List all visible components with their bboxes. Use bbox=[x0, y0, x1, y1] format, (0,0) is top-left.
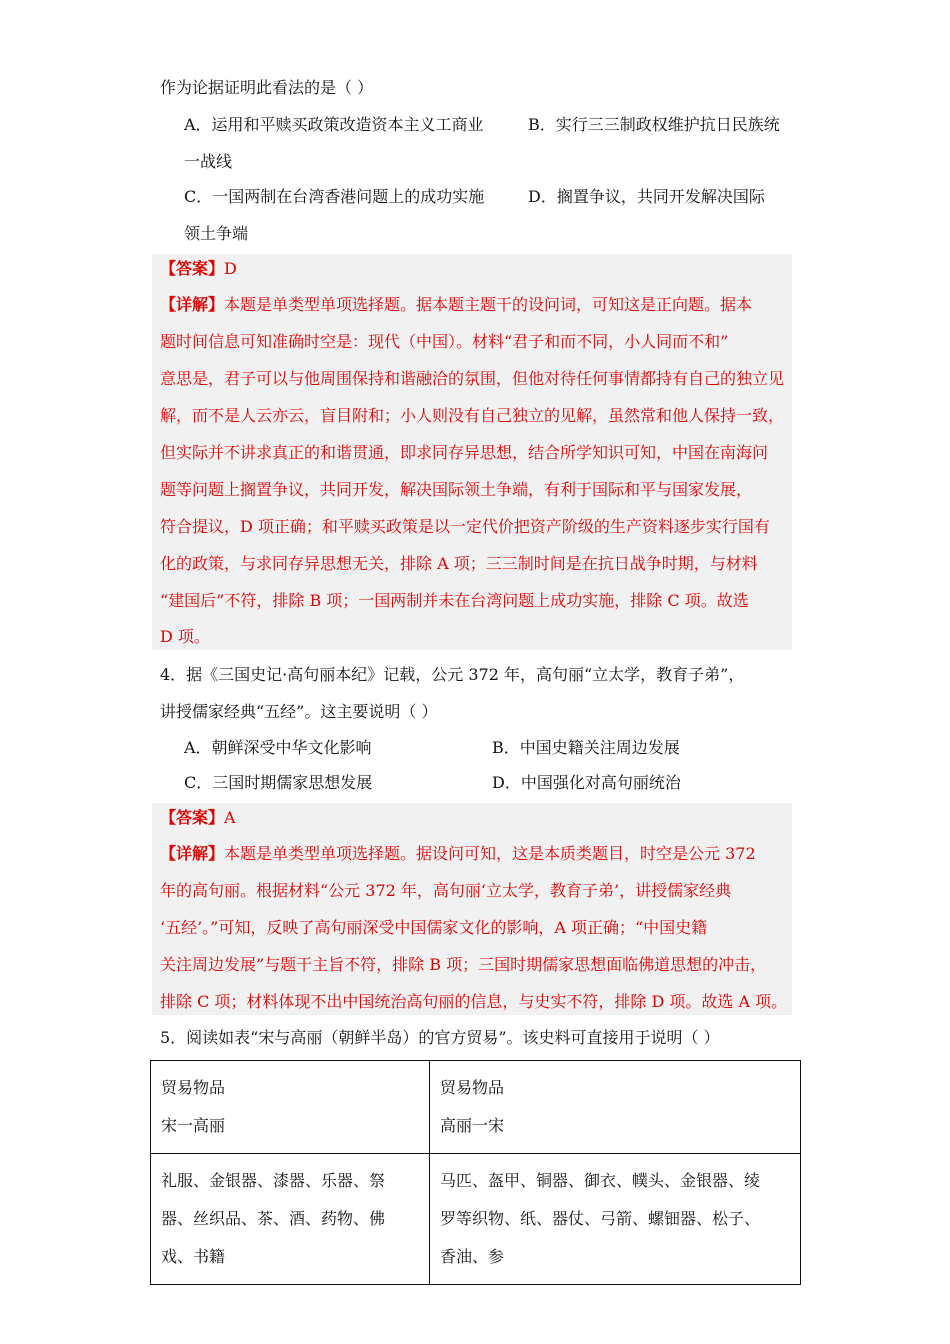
detail-text: 排除 C 项；材料体现不出中国统治高句丽的信息，与史实不符，排除 D 项。故选 A 项。 bbox=[160, 992, 788, 1011]
detail-text: 符合提议，D 项正确；和平赎买政策是以一定代价把资产阶级的生产资料逐步实行国有 bbox=[160, 517, 770, 536]
cell-text: 礼服、金银器、漆器、乐器、祭 bbox=[161, 1171, 386, 1190]
answer-label: 【答案】 bbox=[160, 808, 225, 827]
detail-text: 但实际并不讲求真正的和谐贯通，即求同存异思想，结合所学知识可知，中国在南海问 bbox=[160, 443, 769, 462]
q3-option-d-continued: 领土争端 bbox=[184, 224, 249, 243]
detail-text: 题时间信息可知准确时空是：现代（中国）。材料“君子和而不同，小人同而不和” bbox=[160, 332, 729, 351]
cell-text: 戏、书籍 bbox=[161, 1247, 226, 1266]
q4-stem-line-2: 讲授儒家经典“五经”。这主要说明（ ） bbox=[160, 702, 438, 721]
q3-detail-line bbox=[160, 294, 752, 316]
detail-label: 【详解】 bbox=[160, 295, 225, 314]
header-direction: 高丽一宋 bbox=[440, 1116, 505, 1135]
q4-option-c: C．三国时期儒家思想发展 bbox=[184, 773, 373, 792]
detail-text: 本题是单类型单项选择题。据设问可知，这是本质类题目，时空是公元 372 bbox=[224, 844, 756, 863]
q4-stem-line-1: 4．据《三国史记·高句丽本纪》记载，公元 372 年，高句丽“立太学，教育子弟”， bbox=[160, 665, 745, 684]
detail-text: 解，而不是人云亦云，盲目附和；小人则没有自己独立的见解，虽然常和他人保持一致， bbox=[160, 406, 785, 425]
cell-text: 马匹、盔甲、铜器、御衣、幞头、金银器、绫 bbox=[440, 1171, 761, 1190]
q4-answer-line bbox=[160, 807, 236, 829]
header-label: 贸易物品 bbox=[440, 1078, 505, 1097]
table-header-song-to-goryeo bbox=[151, 1061, 430, 1154]
q3-option-d: D．搁置争议，共同开发解决国际 bbox=[528, 187, 765, 206]
cell-text: 器、丝织品、茶、酒、药物、佛 bbox=[161, 1209, 386, 1228]
cell-text: 罗等织物、纸、器仗、弓箭、螺钿器、松子、 bbox=[440, 1209, 761, 1228]
q3-option-c: C．一国两制在台湾香港问题上的成功实施 bbox=[184, 187, 485, 206]
q3-option-a: A．运用和平赎买政策改造资本主义工商业 bbox=[184, 115, 484, 134]
q4-detail-line bbox=[160, 843, 756, 865]
answer-value: A bbox=[224, 808, 236, 827]
detail-text: D 项。 bbox=[160, 627, 210, 646]
table-cell-goryeo-goods bbox=[430, 1154, 801, 1285]
detail-text: 关注周边发展”与题干主旨不符，排除 B 项；三国时期儒家思想面临佛道思想的冲击， bbox=[160, 955, 767, 974]
q3-answer-box bbox=[152, 254, 792, 650]
table-row bbox=[151, 1061, 801, 1154]
q3-option-b-continued: 一战线 bbox=[184, 152, 233, 171]
detail-text: ‘五经’。”可知，反映了高句丽深受中国儒家文化的影响，A 项正确；“中国史籍 bbox=[160, 918, 708, 937]
detail-text: “建国后”不符，排除 B 项；一国两制并未在台湾问题上成功实施，排除 C 项。故选 bbox=[160, 591, 749, 610]
detail-text: 题等问题上搁置争议，共同开发，解决国际领土争端，有利于国际和平与国家发展， bbox=[160, 480, 753, 499]
header-label: 贸易物品 bbox=[161, 1078, 226, 1097]
table-header-goryeo-to-song bbox=[430, 1061, 801, 1154]
q4-answer-box bbox=[152, 803, 792, 1015]
q4-option-b: B．中国史籍关注周边发展 bbox=[492, 738, 680, 757]
detail-text: 年的高句丽。根据材料“公元 372 年，高句丽‘立太学，教育子弟’，讲授儒家经典 bbox=[160, 881, 732, 900]
q3-stem-tail: 作为论据证明此看法的是（ ） bbox=[160, 78, 374, 97]
q4-option-a: A．朝鲜深受中华文化影响 bbox=[184, 738, 372, 757]
q4-option-d: D．中国强化对高句丽统治 bbox=[492, 773, 681, 792]
table-row bbox=[151, 1154, 801, 1285]
table-cell-song-goods bbox=[151, 1154, 430, 1285]
q3-answer-line bbox=[160, 258, 237, 280]
detail-text: 化的政策，与求同存异思想无关，排除 A 项；三三制时间是在抗日战争时期，与材料 bbox=[160, 554, 758, 573]
answer-label: 【答案】 bbox=[160, 259, 225, 278]
detail-label: 【详解】 bbox=[160, 844, 225, 863]
q5-stem: 5．阅读如表“宋与高丽（朝鲜半岛）的官方贸易”。该史料可直接用于说明（ ） bbox=[160, 1028, 720, 1047]
detail-text: 本题是单类型单项选择题。据本题主题干的设问词，可知这是正向题。据本 bbox=[224, 295, 753, 314]
answer-value: D bbox=[224, 259, 237, 278]
cell-text: 香油、参 bbox=[440, 1247, 505, 1266]
q3-option-b: B．实行三三制政权维护抗日民族统 bbox=[528, 115, 780, 134]
trade-table bbox=[150, 1060, 801, 1285]
detail-text: 意思是，君子可以与他周围保持和谐融洽的氛围，但他对待任何事情都持有自己的独立见 bbox=[160, 369, 785, 388]
header-direction: 宋一高丽 bbox=[161, 1116, 226, 1135]
